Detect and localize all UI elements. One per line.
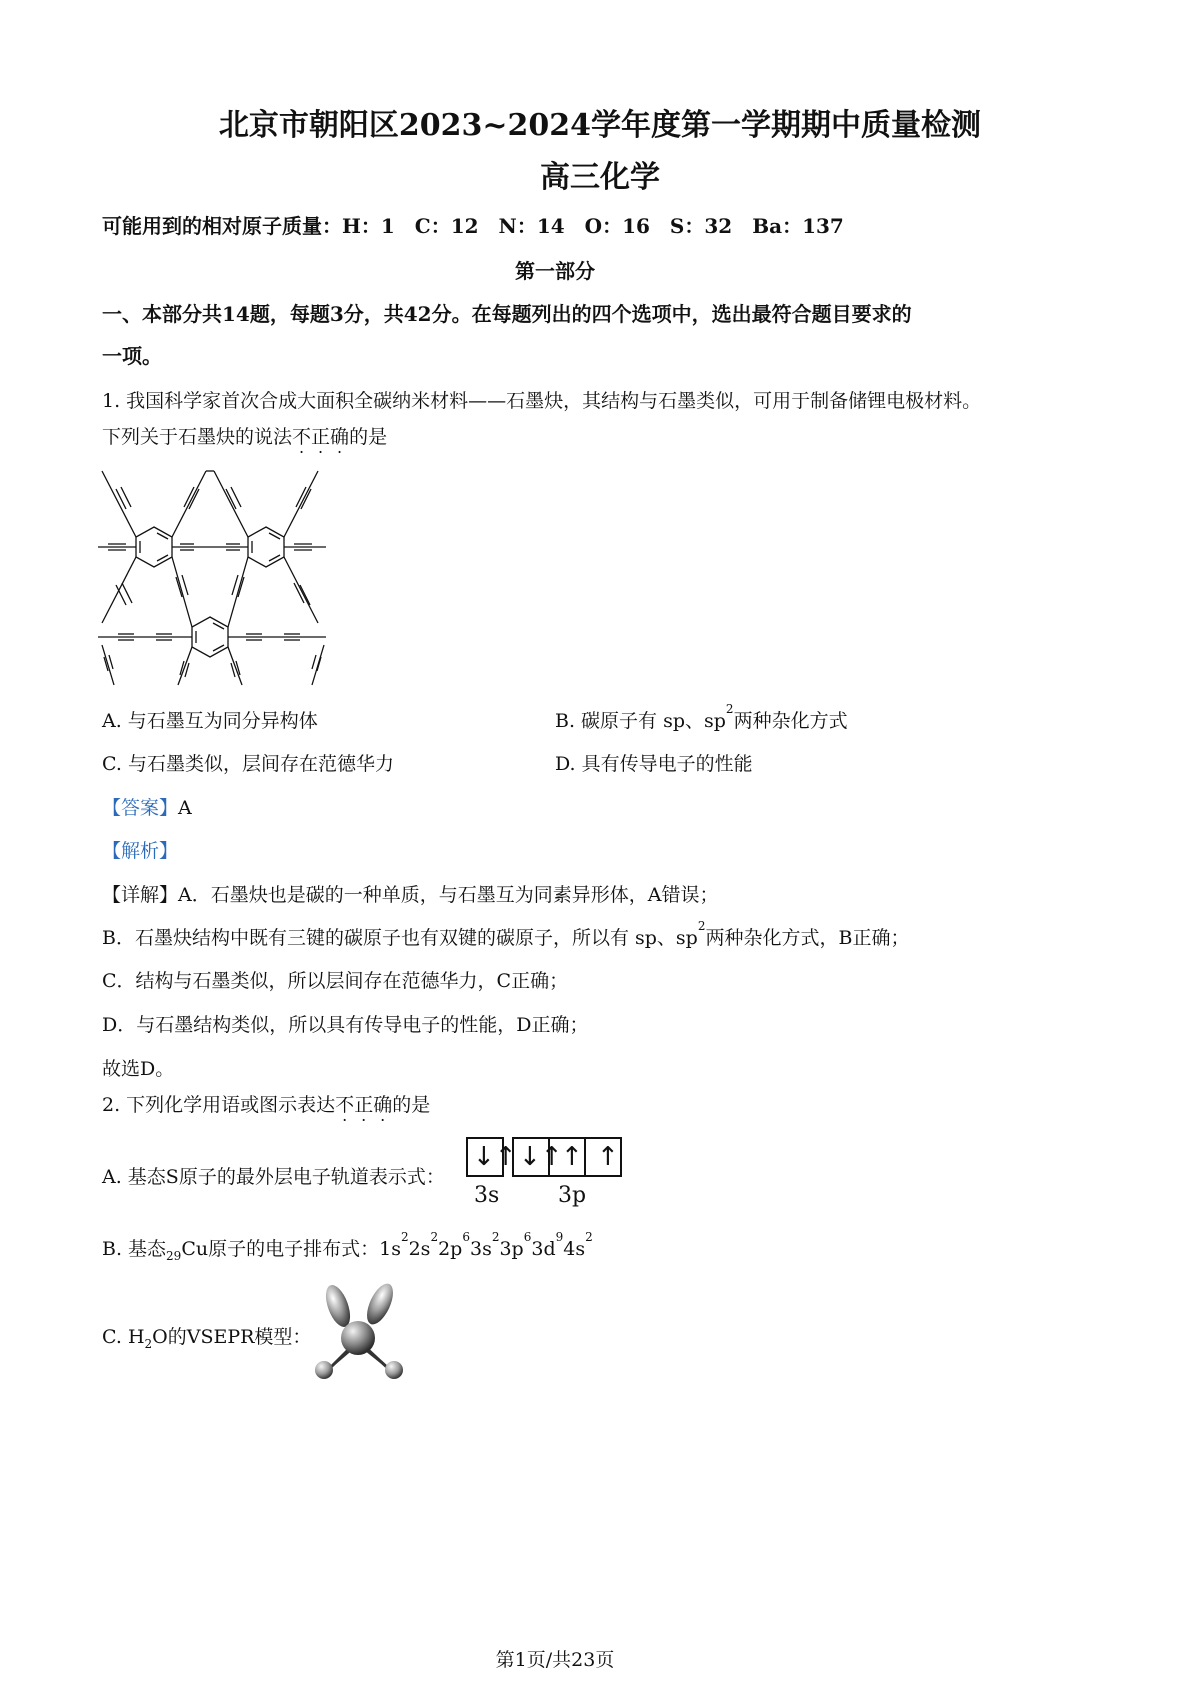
- q1-conclusion: 故选D。: [102, 1058, 175, 1080]
- q2-option-a: A. 基态S原子的最外层电子轨道表示式：: [102, 1166, 445, 1188]
- superscript: 2: [697, 919, 706, 933]
- q1-detail-b-text-end: 两种杂化方式，B正确；: [705, 927, 910, 949]
- q1-option-b-text: B. 碳原子有 sp、sp: [555, 710, 726, 732]
- orbital-box-3p-1: [512, 1137, 563, 1177]
- orbital-label-3s: 3s: [474, 1183, 500, 1208]
- superscript: 6: [523, 1230, 532, 1244]
- q1-stem-pre: 下列关于石墨炔的说法: [102, 426, 293, 448]
- q2-stem-pre: 2. 下列化学用语或图示表达: [102, 1094, 336, 1116]
- page-subtitle: 高三化学: [540, 160, 660, 195]
- electron-configuration: [379, 1230, 593, 1260]
- q1-option-d: D. 具有传导电子的性能: [555, 753, 753, 775]
- config-term: 1s: [379, 1238, 401, 1260]
- superscript: 2: [585, 1230, 593, 1244]
- superscript: 2: [491, 1230, 500, 1244]
- q1-option-a: A. 与石墨互为同分异构体: [102, 710, 318, 732]
- q1-analysis-label: 【解析】: [102, 840, 179, 862]
- atomic-masses: 可能用到的相对原子质量：H：1 C：12 N：14 O：16 S：32 Ba：137: [102, 214, 844, 238]
- electron-pair-icon: ↓↑: [473, 1142, 517, 1172]
- section-intro-line1: 一、本部分共14题，每题3分，共42分。在每题列出的四个选项中，选出最符合题目要求的: [102, 302, 912, 326]
- orbital-diagram: [466, 1137, 646, 1217]
- benzene-ring: [192, 617, 228, 657]
- q1-stem-line2: [102, 422, 387, 449]
- q2-stem-post: 的是: [392, 1094, 431, 1116]
- q2-option-b: [102, 1230, 593, 1263]
- orbital-box-3s: [466, 1137, 517, 1177]
- q1-option-b: [555, 702, 848, 733]
- config-term: 3s: [469, 1238, 492, 1260]
- lone-pair-lobe: [321, 1282, 355, 1330]
- q1-detail-c: C．结构与石墨类似，所以层间存在范德华力，C正确；: [102, 970, 569, 992]
- superscript: 2: [400, 1230, 409, 1244]
- answer-label: 【答案】: [102, 797, 179, 819]
- subscript: 2: [144, 1336, 153, 1351]
- emphasis-char: 正: [354, 1094, 374, 1116]
- oxygen-atom: [341, 1321, 375, 1355]
- hydrogen-atom: [315, 1361, 333, 1379]
- page-title: 北京市朝阳区2023~2024学年度第一学期期中质量检测: [218, 108, 982, 143]
- q1-option-b-text-end: 两种杂化方式: [733, 710, 848, 732]
- section-intro-line2: 一项。: [102, 344, 162, 368]
- superscript: 9: [555, 1230, 564, 1244]
- benzene-ring: [248, 527, 284, 567]
- q1-detail-b-text: B．石墨炔结构中既有三键的碳原子也有双键的碳原子，所以有 sp、sp: [102, 927, 698, 949]
- graphdiyne-structure-figure: [98, 465, 328, 687]
- q1-detail-b: [102, 919, 910, 950]
- q2-stem: [102, 1090, 430, 1117]
- q2-option-c-prefix: C. H: [102, 1326, 145, 1348]
- superscript: 2: [430, 1230, 439, 1244]
- benzene-ring: [136, 527, 172, 567]
- vsepr-water-model-figure: [308, 1282, 408, 1382]
- config-term: 3d: [531, 1238, 556, 1260]
- q2-option-b-element: Cu原子的电子排布式：: [181, 1238, 380, 1260]
- emphasis-char: 确: [373, 1094, 393, 1116]
- emphasis-char: 不: [335, 1094, 355, 1116]
- q1-stem-line1: 1. 我国科学家首次合成大面积全碳纳米材料——石墨炔，其结构与石墨类似，可用于制备储锂电极材料。: [102, 390, 982, 412]
- orbital-box-3p-3: [584, 1137, 622, 1177]
- answer-value: A: [178, 797, 192, 819]
- emphasis-char: 确: [330, 426, 350, 448]
- emphasis-char: 不: [292, 426, 312, 448]
- q1-answer: [102, 793, 192, 820]
- q1-option-c: C. 与石墨类似，层间存在范德华力: [102, 753, 394, 775]
- hydrogen-atom: [385, 1361, 403, 1379]
- q1-detail-d: D．与石墨结构类似，所以具有传导电子的性能，D正确；: [102, 1014, 589, 1036]
- emphasis-char: 正: [311, 426, 331, 448]
- superscript: 6: [462, 1230, 470, 1244]
- atomic-number-subscript: 29: [166, 1248, 182, 1263]
- config-term: 2s: [408, 1238, 431, 1260]
- config-term: 2p: [438, 1238, 463, 1260]
- q2-option-c: [102, 1322, 311, 1351]
- electron-up-icon: ↑: [597, 1142, 619, 1172]
- q2-option-b-prefix: B. 基态: [102, 1238, 167, 1260]
- lone-pair-lobe: [362, 1282, 399, 1328]
- config-term: 3p: [499, 1238, 524, 1260]
- orbital-box-3p-2: [548, 1137, 586, 1177]
- superscript: 2: [725, 702, 734, 716]
- q1-detail-a: 【详解】A．石墨炔也是碳的一种单质，与石墨互为同素异形体，A错误；: [102, 884, 719, 906]
- electron-pair-icon: ↓↑: [519, 1142, 563, 1172]
- part-title: 第一部分: [515, 259, 595, 283]
- q1-stem-post: 的是: [349, 426, 388, 448]
- page-footer: 第1页/共23页: [495, 1649, 615, 1671]
- orbital-label-3p: 3p: [558, 1183, 587, 1208]
- config-term: 4s: [563, 1238, 586, 1260]
- q2-option-c-text: O的VSEPR模型：: [152, 1326, 312, 1348]
- electron-up-icon: ↑: [561, 1142, 583, 1172]
